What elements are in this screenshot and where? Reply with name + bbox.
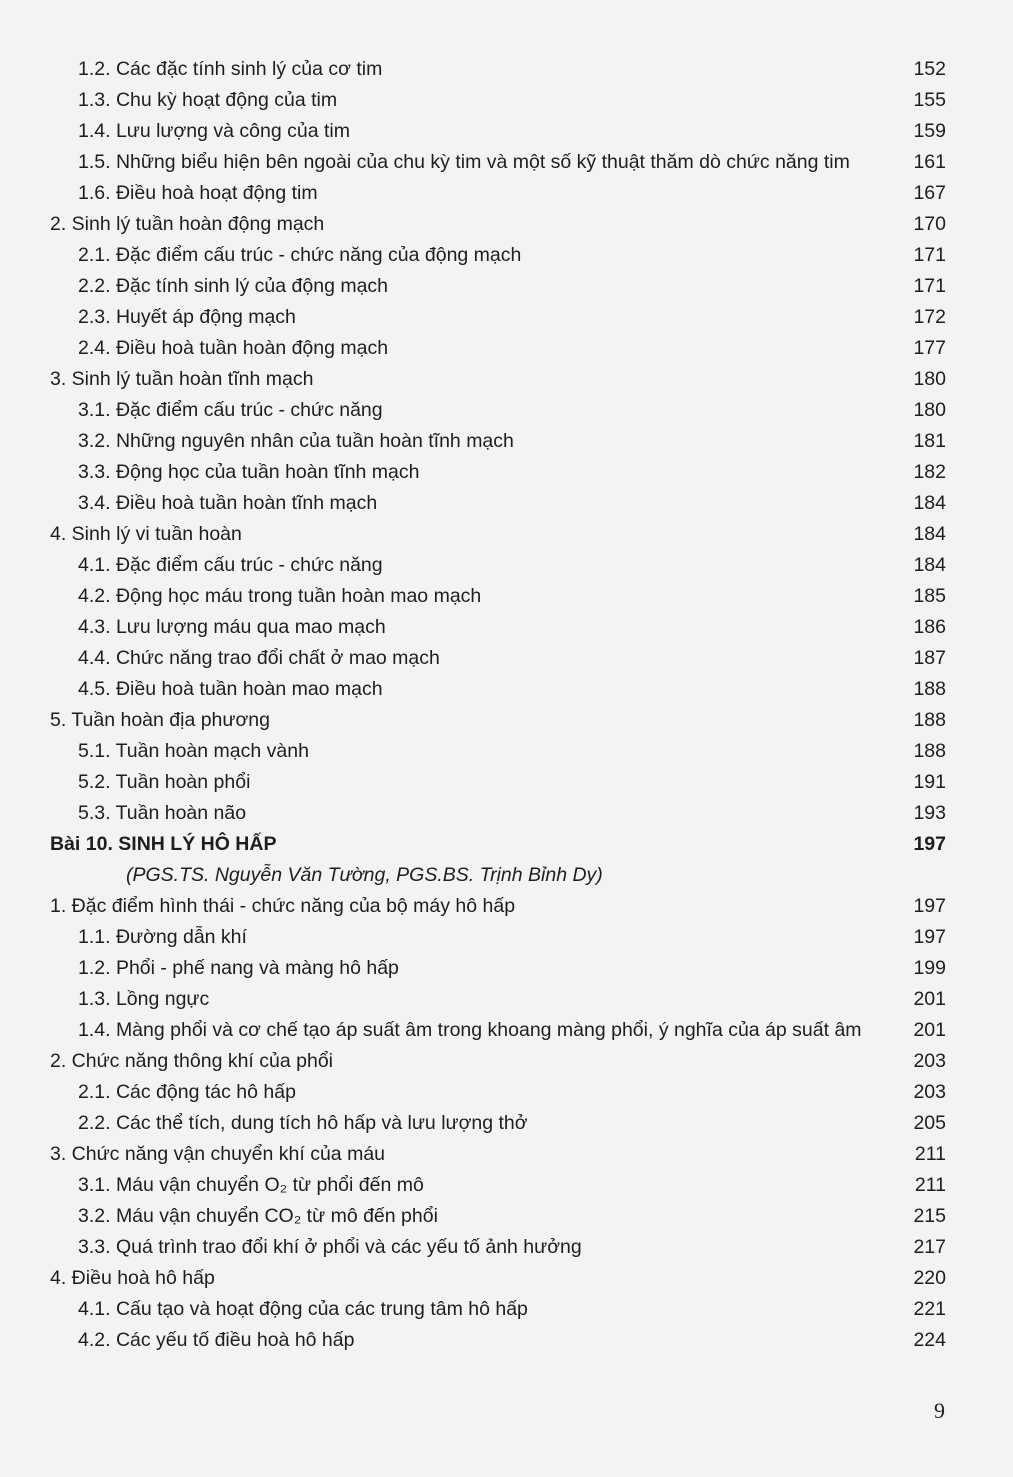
entry-page-number: 197 <box>913 926 946 948</box>
entry-page-number: 203 <box>913 1050 946 1072</box>
entry-title: 2.2. Các thể tích, dung tích hô hấp và lưu lượng thở <box>78 1112 528 1134</box>
chapter-title <box>48 829 948 860</box>
entry-title: 1.2. Các đặc tính sinh lý của cơ tim <box>78 58 383 80</box>
entry-page-number: 170 <box>913 213 946 235</box>
entry-page-number: 191 <box>913 771 946 793</box>
toc-section <box>48 891 948 922</box>
entry-page-number: 152 <box>913 58 946 80</box>
toc-subsection <box>48 953 948 984</box>
entry-title: 3.2. Những nguyên nhân của tuần hoàn tĩnh mạch <box>78 430 514 452</box>
toc-subsection <box>48 550 948 581</box>
toc-subsection <box>48 178 948 209</box>
toc-subsection <box>48 612 948 643</box>
entry-title: 3.1. Máu vận chuyển O₂ từ phổi đến mô <box>78 1174 424 1196</box>
toc-subsection <box>48 271 948 302</box>
chapter-authors <box>48 860 948 891</box>
entry-title: 1.5. Những biểu hiện bên ngoài của chu kỳ tim và một số kỹ thuật thăm dò chức năng tim <box>78 151 850 173</box>
entry-title: 4. Sinh lý vi tuần hoàn <box>50 523 242 545</box>
entry-page-number: 184 <box>913 523 946 545</box>
entry-page-number: 172 <box>913 306 946 328</box>
toc-subsection <box>48 457 948 488</box>
toc-subsection <box>48 1108 948 1139</box>
entry-page-number: 182 <box>913 461 946 483</box>
entry-page-number: 199 <box>913 957 946 979</box>
toc-subsection <box>48 85 948 116</box>
entry-title: 2.3. Huyết áp động mạch <box>78 306 296 328</box>
entry-title: 4.5. Điều hoà tuần hoàn mao mạch <box>78 678 383 700</box>
entry-page-number: 188 <box>913 678 946 700</box>
entry-title: 4.4. Chức năng trao đổi chất ở mao mạch <box>78 647 440 669</box>
entry-title: 3. Sinh lý tuần hoàn tĩnh mạch <box>50 368 314 390</box>
entry-page-number: 201 <box>913 1019 946 1041</box>
entry-page-number: 193 <box>913 802 946 824</box>
entry-page-number: 161 <box>913 151 946 173</box>
entry-title: 4.1. Đặc điểm cấu trúc - chức năng <box>78 554 383 576</box>
entry-page-number: 221 <box>913 1298 946 1320</box>
entry-page-number: 180 <box>913 399 946 421</box>
toc-subsection <box>48 1201 948 1232</box>
entry-page-number: 203 <box>913 1081 946 1103</box>
entry-title: 5. Tuần hoàn địa phương <box>50 709 270 731</box>
toc-subsection <box>48 1232 948 1263</box>
entry-page-number: 197 <box>913 833 946 855</box>
entry-title: 2.4. Điều hoà tuần hoàn động mạch <box>78 337 389 359</box>
entry-page-number: 185 <box>913 585 946 607</box>
toc-subsection <box>48 54 948 85</box>
toc-subsection <box>48 1170 948 1201</box>
entry-title: 2.1. Đặc điểm cấu trúc - chức năng của động mạch <box>78 244 522 266</box>
entry-title: 4. Điều hoà hô hấp <box>50 1267 215 1289</box>
toc-subsection <box>48 1077 948 1108</box>
entry-title: 1.4. Màng phổi và cơ chế tạo áp suất âm trong khoang màng phổi, ý nghĩa của áp suất âm <box>78 1019 862 1041</box>
entry-page-number: 186 <box>913 616 946 638</box>
page-number: 9 <box>934 1398 945 1423</box>
entry-page-number: 197 <box>913 895 946 917</box>
entry-page-number: 180 <box>913 368 946 390</box>
entry-title: 1.3. Chu kỳ hoạt động của tim <box>78 89 338 111</box>
entry-title: 1.3. Lồng ngực <box>78 988 210 1010</box>
entry-title: 4.1. Cấu tạo và hoạt động của các trung tâm hô hấp <box>78 1298 528 1320</box>
entry-page-number: 220 <box>913 1267 946 1289</box>
toc-subsection <box>48 674 948 705</box>
toc-section <box>48 1263 948 1294</box>
toc-subsection <box>48 240 948 271</box>
toc-subsection <box>48 984 948 1015</box>
entry-page-number: 171 <box>913 275 946 297</box>
entry-page-number: 188 <box>913 709 946 731</box>
toc-subsection <box>48 736 948 767</box>
toc-subsection <box>48 581 948 612</box>
entry-page-number: 167 <box>913 182 946 204</box>
entry-title: 2. Sinh lý tuần hoàn động mạch <box>50 213 325 235</box>
toc-subsection <box>48 116 948 147</box>
entry-title: 3.1. Đặc điểm cấu trúc - chức năng <box>78 399 383 421</box>
entry-title: 4.2. Động học máu trong tuần hoàn mao mạch <box>78 585 482 607</box>
entry-title: 1.4. Lưu lượng và công của tim <box>78 120 350 142</box>
entry-title: 1. Đặc điểm hình thái - chức năng của bộ máy hô hấp <box>50 895 516 917</box>
toc-subsection <box>48 302 948 333</box>
entry-title: 3. Chức năng vận chuyển khí của máu <box>50 1143 386 1165</box>
entry-page-number: 155 <box>913 89 946 111</box>
table-of-contents <box>48 54 948 1356</box>
entry-page-number: 205 <box>913 1112 946 1134</box>
entry-page-number: 184 <box>913 492 946 514</box>
toc-section <box>48 1046 948 1077</box>
entry-title: 2.1. Các động tác hô hấp <box>78 1081 296 1103</box>
entry-title: 3.3. Động học của tuần hoàn tĩnh mạch <box>78 461 420 483</box>
entry-title: 4.3. Lưu lượng máu qua mao mạch <box>78 616 386 638</box>
toc-subsection <box>48 767 948 798</box>
entry-title: Bài 10. SINH LÝ HÔ HẤP <box>50 833 277 855</box>
toc-subsection <box>48 1325 948 1356</box>
toc-subsection <box>48 1294 948 1325</box>
entry-page-number: 211 <box>914 1143 946 1165</box>
toc-subsection <box>48 488 948 519</box>
toc-subsection <box>48 1015 948 1046</box>
entry-page-number: 188 <box>913 740 946 762</box>
entry-title: 3.3. Quá trình trao đổi khí ở phổi và các yếu tố ảnh hưởng <box>78 1236 582 1258</box>
entry-page-number: 159 <box>913 120 946 142</box>
toc-subsection <box>48 922 948 953</box>
toc-subsection <box>48 147 948 178</box>
toc-section <box>48 705 948 736</box>
entry-page-number: 217 <box>913 1236 946 1258</box>
toc-subsection <box>48 426 948 457</box>
entry-page-number: 177 <box>913 337 946 359</box>
entry-page-number: 215 <box>913 1205 946 1227</box>
entry-title: 3.4. Điều hoà tuần hoàn tĩnh mạch <box>78 492 378 514</box>
entry-page-number: 201 <box>913 988 946 1010</box>
entry-title: 3.2. Máu vận chuyển CO₂ từ mô đến phổi <box>78 1205 438 1227</box>
entry-page-number: 224 <box>913 1329 946 1351</box>
entry-page-number: 181 <box>913 430 946 452</box>
entry-title: 1.2. Phổi - phế nang và màng hô hấp <box>78 957 399 979</box>
toc-subsection <box>48 798 948 829</box>
entry-page-number: 184 <box>913 554 946 576</box>
entry-title: 1.6. Điều hoà hoạt động tim <box>78 182 318 204</box>
entry-title: 2. Chức năng thông khí của phổi <box>50 1050 333 1072</box>
entry-page-number: 171 <box>913 244 946 266</box>
toc-subsection <box>48 333 948 364</box>
entry-page-number: 187 <box>913 647 946 669</box>
entry-title: 1.1. Đường dẫn khí <box>78 926 247 948</box>
entry-title: 4.2. Các yếu tố điều hoà hô hấp <box>78 1329 355 1351</box>
entry-title: 2.2. Đặc tính sinh lý của động mạch <box>78 275 389 297</box>
toc-section <box>48 1139 948 1170</box>
entry-title: 5.1. Tuần hoàn mạch vành <box>78 740 309 762</box>
entry-title: 5.2. Tuần hoàn phổi <box>78 771 251 793</box>
entry-page-number: 211 <box>914 1174 946 1196</box>
toc-section <box>48 209 948 240</box>
entry-title: (PGS.TS. Nguyễn Văn Tường, PGS.BS. Trịnh Bỉnh Dy) <box>126 864 603 886</box>
toc-section <box>48 519 948 550</box>
toc-section <box>48 364 948 395</box>
toc-subsection <box>48 643 948 674</box>
toc-subsection <box>48 395 948 426</box>
entry-title: 5.3. Tuần hoàn não <box>78 802 247 824</box>
